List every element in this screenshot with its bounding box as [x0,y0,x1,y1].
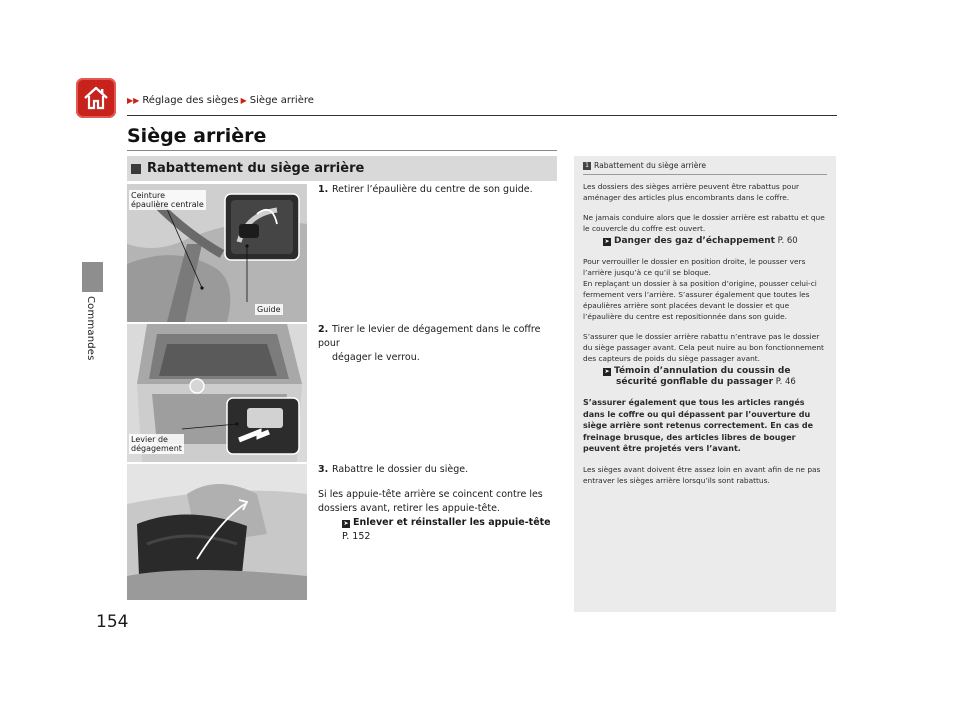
breadcrumb-arrow-icon: ▶▶ [127,96,140,105]
panel-ref-airbag[interactable] [583,366,827,388]
section-title: Rabattement du siège arrière [147,161,365,176]
panel-heading-text: Rabattement du siège arrière [594,161,707,170]
step-number: 2. [318,324,329,335]
note-line-2: dossiers avant, retirer les appuie-tête. [318,503,500,514]
step-text: Rabattre le dossier du siège. [332,464,469,475]
figure-3-illustration [127,464,307,600]
panel-ref-exhaust[interactable] [583,236,827,247]
caption-line: Levier de [131,435,168,444]
arrow-ref-icon: ➤ [604,368,610,375]
page-number: 154 [96,612,129,632]
info-panel [574,156,836,612]
section-square-icon [131,164,141,174]
title-rule [127,150,557,151]
ref-page[interactable]: P. 152 [342,531,371,542]
figure-2-caption-lever [129,434,184,454]
panel-ref-number: 1 [583,162,591,170]
home-icon [82,84,110,112]
arrow-ref-icon: ➤ [604,238,610,245]
caption-line: dégagement [131,444,182,453]
figure-release-lever [127,324,307,462]
side-tab-label: Commandes [85,296,96,361]
headrest-note [318,488,558,544]
ref-page: P. 60 [777,236,798,246]
breadcrumb-item-2[interactable]: Siège arrière [249,95,314,106]
figure-1-caption-belt [129,190,206,210]
panel-paragraph: En replaçant un dossier à sa position d’origine, pousser celui-ci fermement vers l’arrière. S’assurer également que toutes les épaulières arrière sont placées devant le dossier et que l’épaulière du centre est repositionnée dans son guide. [583,279,817,321]
panel-warning-paragraph: S’assurer également que tous les articles rangés dans le coffre ou qui dépassent par l’ouverture du siège arrière sont retenus correctement. En cas de freinage brusque, des articles libres de bouger peuvent être projetés vers l’avant. [583,398,814,453]
breadcrumb-arrow-icon: ▶ [240,96,247,105]
arrow-ref-icon: ➤ [343,520,349,527]
step-text: Retirer l’épaulière du centre de son guide. [332,184,533,195]
caption-line: Ceinture [131,191,166,200]
breadcrumb-item-1[interactable]: Réglage des sièges [142,95,239,106]
panel-paragraph: Pour verrouiller le dossier en position droite, le pousser vers l’arrière jusqu’à ce qu’il se bloque. [583,257,806,277]
breadcrumb [127,95,314,106]
figure-fold-seatback [127,464,307,600]
caption-line: épaulière centrale [131,200,204,209]
step-text: Tirer le levier de dégagement dans le coffre pour [318,324,541,349]
note-line-1: Si les appuie-tête arrière se coincent contre les [318,489,543,500]
step-number: 1. [318,184,329,195]
step-2 [318,323,558,365]
panel-paragraph: Ne jamais conduire alors que le dossier arrière est rabattu et que le couvercle du coffre est ouvert. [583,213,825,233]
step-1 [318,183,558,197]
step-text-cont: dégager le verrou. [332,352,420,363]
home-button[interactable] [76,78,116,118]
figure-shoulder-belt [127,184,307,322]
panel-paragraph: Les sièges avant doivent être assez loin en avant afin de ne pas entraver les sièges arrière lorsqu’ils sont rabattus. [583,464,821,485]
ref-title-cont: sécurité gonflable du passager [616,377,774,387]
header-rule [127,115,837,116]
headrest-ref-link[interactable] [318,517,551,528]
figure-1-caption-guide: Guide [257,305,281,314]
side-tab-marker [82,262,103,292]
ref-title: Danger des gaz d’échappement [614,236,775,246]
panel-paragraph: Les dossiers des sièges arrière peuvent être rabattus pour aménager des articles plus encombrants dans le coffre. [583,182,800,202]
step-number: 3. [318,464,329,475]
ref-title: Témoin d’annulation du coussin de [614,366,791,376]
ref-page: P. 46 [775,377,796,387]
section-header [127,156,557,181]
panel-heading [583,160,827,175]
page-title: Siège arrière [127,125,267,147]
panel-paragraph: S’assurer que le dossier arrière rabattu n’entrave pas le dossier du siège passager avant. Cela peut nuire au bon fonctionnement des capteurs de poids du siège passager avant. [583,332,824,363]
ref-title: Enlever et réinstaller les appuie-tête [353,517,551,528]
step-3 [318,463,558,477]
